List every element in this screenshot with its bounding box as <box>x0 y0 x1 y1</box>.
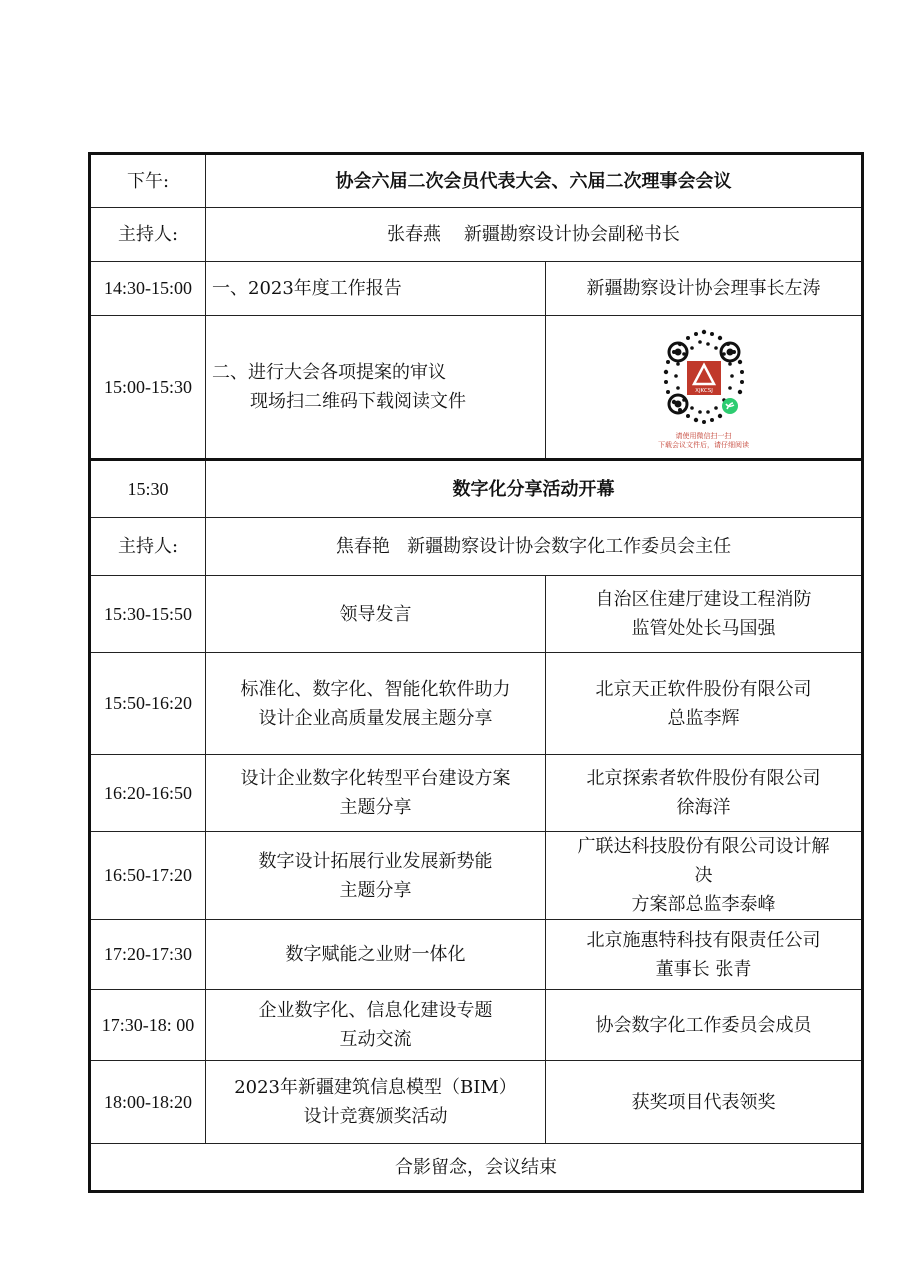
speaker-line-3: 方案部总监李泰峰 <box>631 894 776 915</box>
section-header-row <box>90 154 863 208</box>
topic-line-2: 设计竞赛颁奖活动 <box>303 1106 448 1127</box>
speaker-cell <box>546 990 863 1061</box>
speaker-cell: 新疆勘察设计协会理事长左涛 <box>546 262 863 316</box>
proposal-row <box>90 316 863 460</box>
table-row <box>90 920 863 990</box>
afternoon-label: 下午: <box>90 154 206 208</box>
topic-cell <box>206 576 546 653</box>
topic-line-1: 领导发言 <box>339 603 412 625</box>
speaker-cell <box>546 576 863 653</box>
section-header-row <box>90 460 863 518</box>
host-row <box>90 518 863 576</box>
topic-cell: 一、2023年度工作报告 <box>206 262 546 316</box>
agenda-table <box>88 152 864 1193</box>
speaker-line-2: 监管处处长马国强 <box>631 618 776 639</box>
time-cell: 15:00-15:30 <box>90 316 206 460</box>
table-row <box>90 653 863 755</box>
speaker-line-1: 获奖项目代表领奖 <box>631 1091 776 1113</box>
topic-line-2: 主题分享 <box>339 879 412 901</box>
topic-cell <box>206 920 546 990</box>
host-label: 主持人: <box>90 518 206 576</box>
time-cell: 15:50-16:20 <box>90 653 206 755</box>
topic-line-1: 2023年新疆建筑信息模型（BIM） <box>234 1077 517 1098</box>
speaker-cell <box>546 832 863 920</box>
topic-cell <box>206 1061 546 1144</box>
speaker-line-2: 董事长 张青 <box>655 958 752 980</box>
speaker-line-1: 北京探索者软件股份有限公司 <box>586 768 821 789</box>
topic-line-1: 数字赋能之业财一体化 <box>285 944 466 965</box>
topic-line-2: 主题分享 <box>339 797 412 818</box>
time-cell: 18:00-18:20 <box>90 1061 206 1144</box>
speaker-line-1: 自治区住建厅建设工程消防 <box>595 589 812 610</box>
time-cell: 16:50-17:20 <box>90 832 206 920</box>
speaker-line-1: 北京施惠特科技有限责任公司 <box>586 929 821 951</box>
qr-cell <box>546 316 863 460</box>
topic-line-1: 设计企业数字化转型平台建设方案 <box>240 768 511 789</box>
table-row <box>90 576 863 653</box>
session-title: 协会六届二次会员代表大会、六届二次理事会会议 <box>206 154 863 208</box>
time-cell: 17:30-18: 00 <box>90 990 206 1061</box>
host-row <box>90 208 863 262</box>
topic-cell <box>206 316 546 460</box>
time-cell: 14:30-15:00 <box>90 262 206 316</box>
time-cell: 17:20-17:30 <box>90 920 206 990</box>
speaker-cell <box>546 1061 863 1144</box>
host-label: 主持人: <box>90 208 206 262</box>
speaker-line-1: 协会数字化工作委员会成员 <box>595 1014 812 1036</box>
host-name: 焦春艳 新疆勘察设计协会数字化工作委员会主任 <box>206 518 863 576</box>
speaker-cell <box>546 755 863 832</box>
time-cell: 15:30-15:50 <box>90 576 206 653</box>
table-row <box>90 990 863 1061</box>
topic-line-2: 设计企业高质量发展主题分享 <box>258 707 493 729</box>
topic-line-1: 企业数字化、信息化建设专题 <box>258 1000 493 1021</box>
session-title: 数字化分享活动开幕 <box>206 460 863 518</box>
topic-line-1: 数字设计拓展行业发展新势能 <box>258 850 493 872</box>
proposal-line-2: 现场扫二维码下载阅读文件 <box>250 391 466 412</box>
speaker-line-2: 决 <box>694 865 713 886</box>
qr-caption-1: 请使用微信扫一扫 <box>675 432 732 440</box>
time-cell: 15:30 <box>90 460 206 518</box>
qr-caption-2: 下载会议文件后，请仔细阅读 <box>658 441 749 449</box>
speaker-line-2: 总监李辉 <box>667 707 740 729</box>
topic-cell <box>206 755 546 832</box>
table-row <box>90 755 863 832</box>
proposal-line-1: 二、进行大会各项提案的审议 <box>212 362 446 383</box>
topic-line-2: 互动交流 <box>339 1029 412 1050</box>
host-name: 张春燕 新疆勘察设计协会副秘书长 <box>206 208 863 262</box>
table-row <box>90 1061 863 1144</box>
closing-row <box>90 1144 863 1192</box>
topic-line-1: 标准化、数字化、智能化软件助力 <box>240 678 511 700</box>
speaker-line-2: 徐海洋 <box>676 797 731 818</box>
speaker-cell <box>546 653 863 755</box>
speaker-cell <box>546 920 863 990</box>
topic-cell <box>206 990 546 1061</box>
qr-code-icon[interactable] <box>650 324 758 432</box>
table-row <box>90 262 863 316</box>
speaker-line-1: 广联达科技股份有限公司设计解 <box>577 836 830 857</box>
closing-text: 合影留念，会议结束 <box>90 1144 863 1192</box>
topic-cell <box>206 832 546 920</box>
topic-cell <box>206 653 546 755</box>
qr-logo-text: XJKCSJ <box>694 388 713 394</box>
table-row <box>90 832 863 920</box>
time-cell: 16:20-16:50 <box>90 755 206 832</box>
speaker-line-1: 北京天正软件股份有限公司 <box>595 678 812 700</box>
